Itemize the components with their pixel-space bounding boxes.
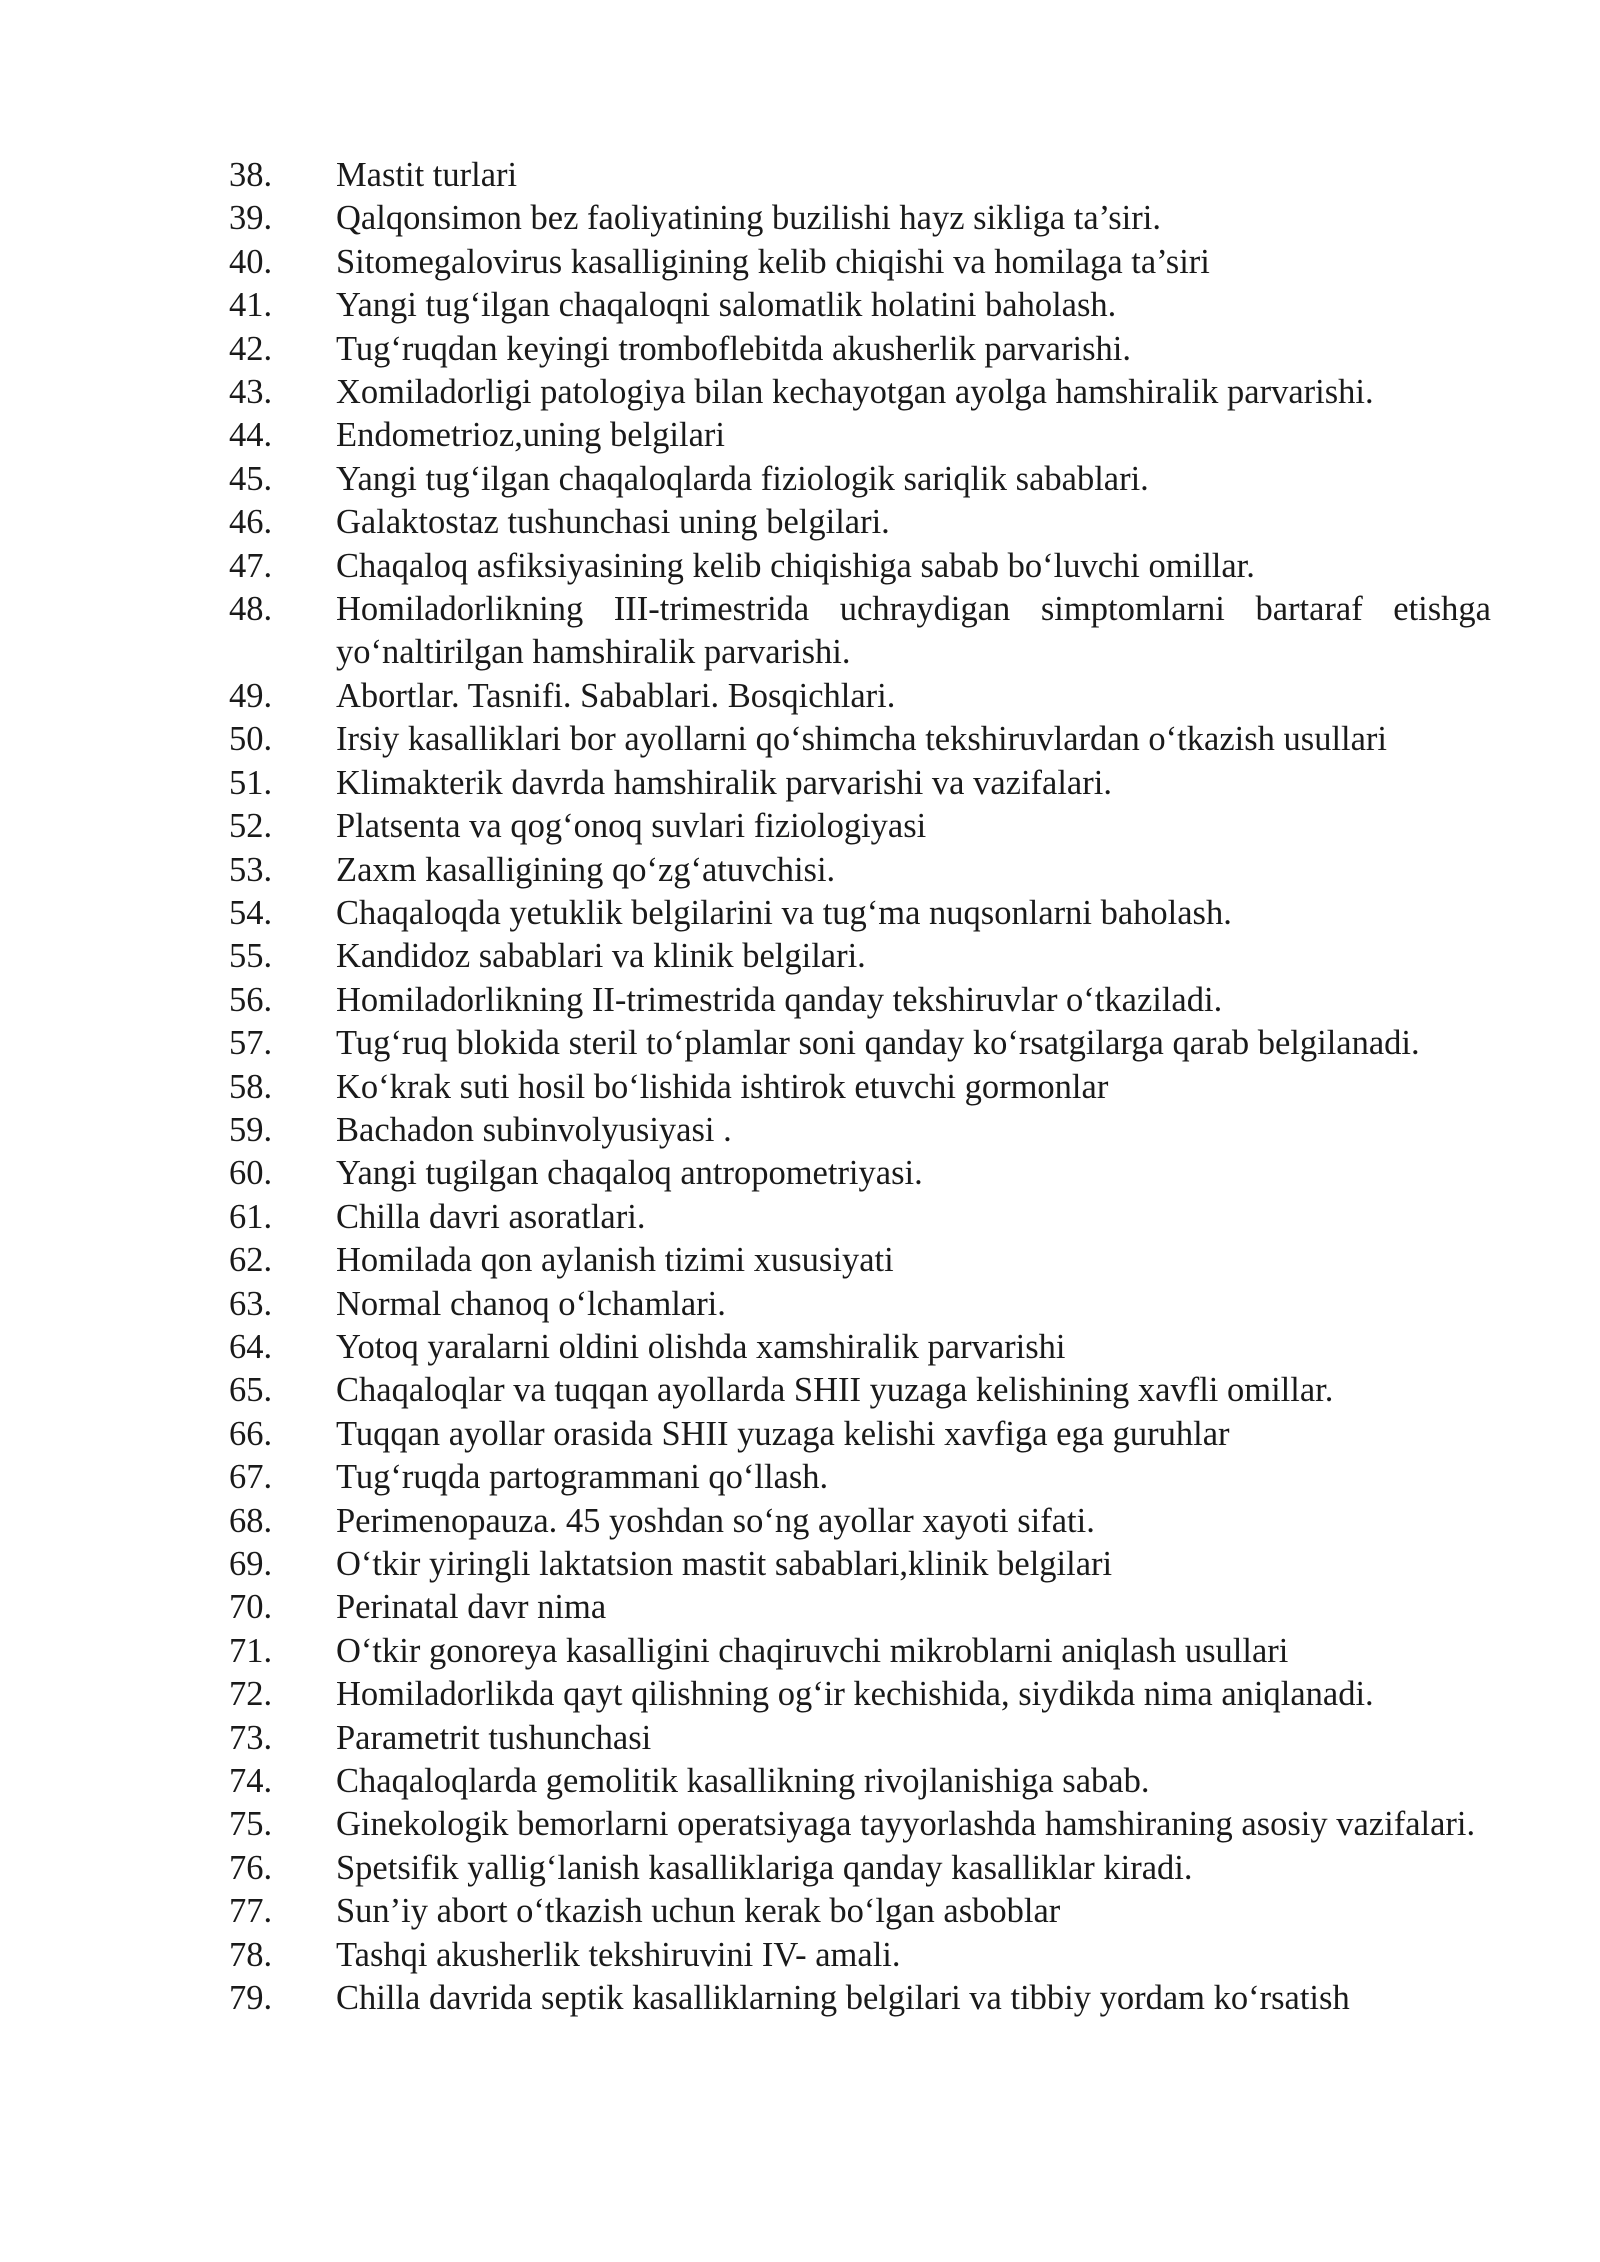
list-item (229, 197, 1491, 240)
item-number: 71. (229, 1631, 273, 1670)
list-item (229, 762, 1491, 805)
list-item (229, 1803, 1491, 1846)
list-item (229, 414, 1491, 457)
list-item (229, 154, 1491, 197)
item-number: 73. (229, 1718, 273, 1757)
item-number: 56. (229, 980, 273, 1019)
item-text: Homiladorlikning III-trimestrida uchraydigan simptomlarni bartaraf etishga yo‘naltirilgan hamshiralik parvarishi. (336, 590, 1491, 672)
item-number: 59. (229, 1110, 273, 1149)
list-item (229, 1500, 1491, 1543)
item-text: Endometrioz,uning belgilari (336, 416, 725, 455)
list-item (229, 1239, 1491, 1282)
item-number: 38. (229, 156, 273, 194)
item-number: 61. (229, 1197, 273, 1236)
list-item (229, 1109, 1491, 1152)
item-text: Normal chanoq o‘lchamlari. (336, 1284, 726, 1323)
item-number: 43. (229, 373, 273, 412)
item-number: 50. (229, 720, 273, 759)
item-text: Chilla davrida septik kasalliklarning belgilari va tibbiy yordam ko‘rsatish (336, 1979, 1350, 2018)
item-text: Xomiladorligi patologiya bilan kechayotgan ayolga hamshiralik parvarishi. (336, 373, 1374, 412)
item-text: Qalqonsimon bez faoliyatining buzilishi hayz sikliga ta’siri. (336, 199, 1161, 238)
item-text: Sun’iy abort o‘tkazish uchun kerak bo‘lgan asboblar (336, 1892, 1061, 1931)
item-number: 45. (229, 459, 273, 498)
item-number: 72. (229, 1675, 273, 1714)
item-text: Tuqqan ayollar orasida SHII yuzaga kelishi xavfiga ega guruhlar (336, 1414, 1230, 1453)
item-number: 68. (229, 1501, 273, 1540)
list-item (229, 1717, 1491, 1760)
list-item (229, 1847, 1491, 1890)
item-number: 65. (229, 1371, 273, 1410)
item-text: Chaqaloqlar va tuqqan ayollarda SHII yuzaga kelishining xavfli omillar. (336, 1371, 1334, 1410)
item-number: 70. (229, 1588, 273, 1627)
item-text: Homilada qon aylanish tizimi xususiyati (336, 1241, 894, 1280)
item-text: Kandidoz sabablari va klinik belgilari. (336, 937, 866, 976)
item-text: Perinatal davr nima (336, 1588, 607, 1627)
item-number: 64. (229, 1327, 273, 1366)
item-text: O‘tkir yiringli laktatsion mastit sabablari,klinik belgilari (336, 1545, 1113, 1583)
list-item (229, 1152, 1491, 1195)
list-item (229, 1890, 1491, 1933)
list-item (229, 1586, 1491, 1629)
list-item (229, 805, 1491, 848)
item-number: 76. (229, 1848, 273, 1887)
list-item (229, 675, 1491, 718)
item-text: Yangi tug‘ilgan chaqaloqlarda fiziologik sariqlik sabablari. (336, 459, 1149, 498)
item-number: 42. (229, 329, 273, 368)
item-number: 69. (229, 1545, 273, 1583)
list-item (229, 1283, 1491, 1326)
item-text: Galaktostaz tushunchasi uning belgilari. (336, 503, 890, 542)
item-text: Abortlar. Tasnifi. Sabablari. Bosqichlari. (336, 676, 896, 715)
item-number: 57. (229, 1024, 273, 1063)
list-item (229, 1543, 1491, 1586)
item-text: Perimenopauza. 45 yoshdan so‘ng ayollar xayoti sifati. (336, 1501, 1095, 1540)
item-text: Tug‘ruq blokida steril to‘plamlar soni qanday ko‘rsatgilarga qarab belgilanadi. (336, 1024, 1420, 1063)
item-text: Ko‘krak suti hosil bo‘lishida ishtirok etuvchi gormonlar (336, 1067, 1109, 1106)
item-text: Mastit turlari (336, 156, 518, 194)
item-number: 49. (229, 676, 273, 715)
list-item (229, 1934, 1491, 1977)
list-item (229, 1630, 1491, 1673)
item-text: Irsiy kasalliklari bor ayollarni qo‘shimcha tekshiruvlardan o‘tkazish usullari (336, 720, 1388, 759)
item-text: Tashqi akusherlik tekshiruvini IV- amali. (336, 1935, 901, 1974)
item-text: Klimakterik davrda hamshiralik parvarishi va vazifalari. (336, 763, 1112, 802)
item-text: Chaqaloqlarda gemolitik kasallikning rivojlanishiga sabab. (336, 1762, 1150, 1801)
item-text: Chaqaloq asfiksiyasining kelib chiqishiga sabab bo‘luvchi omillar. (336, 546, 1255, 585)
item-text: Platsenta va qog‘onoq suvlari fiziologiyasi (336, 807, 927, 846)
item-text: Sitomegalovirus kasalligining kelib chiqishi va homilaga ta’siri (336, 242, 1210, 281)
item-text: Spetsifik yallig‘lanish kasalliklariga qanday kasalliklar kiradi. (336, 1848, 1193, 1887)
item-number: 74. (229, 1762, 273, 1801)
list-item (229, 1369, 1491, 1412)
list-item (229, 979, 1491, 1022)
item-text: Ginekologik bemorlarni operatsiyaga tayyorlashda hamshiraning asosiy vazifalari. (336, 1805, 1476, 1844)
item-text: Parametrit tushunchasi (336, 1718, 652, 1757)
list-item (229, 892, 1491, 935)
item-number: 60. (229, 1154, 273, 1193)
list-item (229, 1673, 1491, 1716)
item-text: Homiladorlikning II-trimestrida qanday tekshiruvlar o‘tkaziladi. (336, 980, 1223, 1019)
item-text: Yangi tug‘ilgan chaqaloqni salomatlik holatini baholash. (336, 286, 1117, 325)
list-item (229, 849, 1491, 892)
item-number: 63. (229, 1284, 273, 1323)
list-item (229, 458, 1491, 501)
list-item (229, 1326, 1491, 1369)
item-text: Yotoq yaralarni oldini olishda xamshiralik parvarishi (336, 1327, 1066, 1366)
list-item (229, 328, 1491, 371)
item-number: 66. (229, 1414, 273, 1453)
item-number: 58. (229, 1067, 273, 1106)
list-item (229, 545, 1491, 588)
item-number: 48. (229, 590, 273, 629)
list-item (229, 1760, 1491, 1803)
item-number: 52. (229, 807, 273, 846)
list-item (229, 1022, 1491, 1065)
list-item (229, 241, 1491, 284)
list-item (229, 501, 1491, 544)
list-item (229, 371, 1491, 414)
item-number: 54. (229, 893, 273, 932)
item-text: Chaqaloqda yetuklik belgilarini va tug‘ma nuqsonlarni baholash. (336, 893, 1232, 932)
list-item (229, 1456, 1491, 1499)
item-number: 46. (229, 503, 273, 542)
item-text: Zaxm kasalligining qo‘zg‘atuvchisi. (336, 850, 836, 889)
list-item (229, 1196, 1491, 1239)
list-item (229, 935, 1491, 978)
question-list (229, 154, 1491, 2020)
item-text: Tug‘ruqda partogrammani qo‘llash. (336, 1458, 829, 1497)
item-text: Yangi tugilgan chaqaloq antropometriyasi. (336, 1154, 923, 1193)
item-text: Bachadon subinvolyusiyasi . (336, 1110, 732, 1149)
list-item (229, 1413, 1491, 1456)
item-number: 62. (229, 1241, 273, 1280)
item-text: Chilla davri asoratlari. (336, 1197, 646, 1236)
list-item (229, 1066, 1491, 1109)
list-item (229, 718, 1491, 761)
item-number: 79. (229, 1979, 273, 2018)
item-number: 75. (229, 1805, 273, 1844)
list-item (229, 1977, 1491, 2020)
item-number: 51. (229, 763, 273, 802)
item-number: 47. (229, 546, 273, 585)
list-item (229, 588, 1491, 675)
item-number: 55. (229, 937, 273, 976)
item-number: 40. (229, 242, 273, 281)
item-number: 44. (229, 416, 273, 455)
list-item (229, 284, 1491, 327)
item-text: Homiladorlikda qayt qilishning og‘ir kechishida, siydikda nima aniqlanadi. (336, 1675, 1374, 1714)
item-number: 67. (229, 1458, 273, 1497)
item-number: 41. (229, 286, 273, 325)
item-number: 77. (229, 1892, 273, 1931)
item-number: 78. (229, 1935, 273, 1974)
item-number: 53. (229, 850, 273, 889)
item-text: Tug‘ruqdan keyingi tromboflebitda akusherlik parvarishi. (336, 329, 1131, 368)
item-number: 39. (229, 199, 273, 238)
item-text: O‘tkir gonoreya kasalligini chaqiruvchi mikroblarni aniqlash usullari (336, 1631, 1289, 1670)
